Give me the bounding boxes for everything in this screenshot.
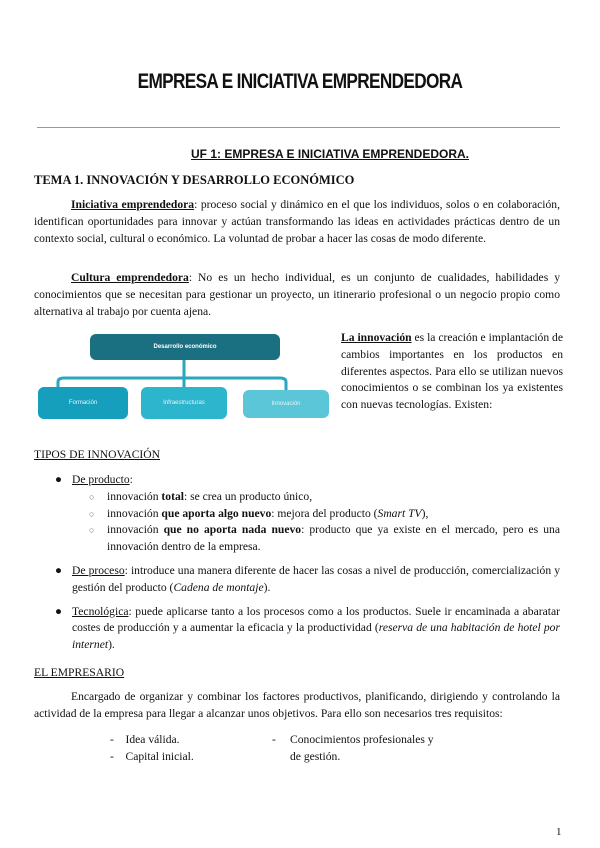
paragraph-iniciativa bbox=[34, 197, 560, 247]
t: : producto que ya existe en el mercado, pero es una innovación dentro de la empresa. bbox=[107, 523, 560, 554]
t: Idea válida. bbox=[125, 733, 180, 746]
bullet-icon: ● bbox=[55, 563, 63, 577]
t: innovación bbox=[107, 489, 162, 503]
t: : se crea un producto único, bbox=[183, 489, 313, 503]
definition-text: : No es un hecho individual, es un conjunto de cualidades, habilidades y conocimientos que se necesitan para gestionar un proyecto, un itinerario profesional o un negocio propio como alternativa al trabajo por cuenta ajena. bbox=[34, 271, 560, 318]
colon: : bbox=[129, 473, 133, 486]
requisito-item: - Conocimientos profesionales y de gestión. bbox=[272, 732, 442, 766]
t: reserva de una habitación de hotel por internet bbox=[72, 621, 560, 652]
diagram-node-infraestructuras: Infraestructuras bbox=[141, 387, 227, 419]
document-title: EMPRESA E INICIATIVA EMPRENDEDORA bbox=[137, 70, 463, 93]
t: Capital inicial. bbox=[125, 750, 194, 763]
paragraph-empresario: Encargado de organizar y combinar los factores productivos, planificando, dirigiendo y controlando la actividad de la empresa para llegar a alcanzar unos objetivos. Para ello son necesarios tres requisitos: bbox=[34, 690, 560, 720]
t: ). bbox=[263, 580, 271, 594]
diagram-desarrollo-economico bbox=[38, 332, 330, 420]
list-item-tecnologica bbox=[55, 604, 560, 654]
diagram-node-innovacion: Innovación bbox=[243, 390, 329, 418]
t: innovación bbox=[107, 506, 162, 520]
circle-bullet-icon: ○ bbox=[89, 508, 95, 519]
t: : introduce una manera diferente de hacer las cosas a nivel de producción, comercialización y gestión del producto ( bbox=[72, 563, 560, 594]
bullet-icon: ● bbox=[55, 604, 63, 618]
term-innovacion: La innovación bbox=[341, 331, 412, 344]
diagram-node-formacion: Formación bbox=[38, 387, 128, 419]
t: : mejora del producto ( bbox=[271, 506, 378, 520]
circle-bullet-icon: ○ bbox=[89, 525, 95, 536]
definition-text: es la creación e implantación de cambios importantes en los productos en diferentes aspectos. Para ello se utilizan nuevos conocimientos o se combinan los ya existentes con nuevas tecnologías. Existen: bbox=[341, 331, 563, 412]
paragraph-cultura bbox=[34, 270, 560, 320]
item-label: Tecnológica bbox=[72, 604, 129, 618]
t: Smart TV bbox=[377, 506, 422, 520]
t: innovación bbox=[107, 523, 164, 537]
requisito-item: - Capital inicial. bbox=[110, 750, 194, 763]
t: Cadena de montaje bbox=[173, 580, 264, 594]
sublist-item bbox=[89, 489, 560, 506]
definition-text: : proceso social y dinámico en el que los individuos, solos o en colaboración, identifican oportunidades para innovar y actúan transformando las ideas en actividades prácticas dentro de un contexto social, cultural o económico. La voluntad de probar a hacer las cosas de modo diferente. bbox=[34, 198, 560, 245]
circle-bullet-icon: ○ bbox=[89, 491, 95, 502]
divider bbox=[37, 127, 560, 128]
t: que aporta algo nuevo bbox=[161, 506, 272, 520]
t: que no aporta nada nuevo bbox=[163, 523, 302, 537]
empresario-heading: EL EMPRESARIO bbox=[34, 666, 125, 679]
list-item-proceso bbox=[55, 563, 560, 597]
t: ). bbox=[108, 638, 115, 652]
tipos-heading: TIPOS DE INNOVACIÓN bbox=[34, 448, 161, 461]
producto-sublist bbox=[89, 489, 560, 556]
bullet-icon: ● bbox=[55, 473, 63, 486]
paragraph-innovacion bbox=[341, 330, 563, 414]
t: ), bbox=[421, 506, 429, 520]
sublist-item bbox=[89, 506, 560, 523]
item-label: De producto bbox=[72, 473, 130, 486]
t: : puede aplicarse tanto a los procesos como a los productos. Suele ir encaminada a abaratar costes de producción y a aumentar la eficacia y la productividad ( bbox=[72, 604, 560, 635]
tipos-list bbox=[55, 472, 560, 654]
t: total bbox=[161, 489, 184, 503]
term-iniciativa: Iniciativa emprendedora bbox=[71, 198, 195, 211]
topic-heading: TEMA 1. INNOVACIÓN Y DESARROLLO ECONÓMICO bbox=[34, 173, 355, 187]
requisito-item: - Idea válida. bbox=[110, 733, 180, 746]
term-cultura: Cultura emprendedora bbox=[71, 271, 189, 284]
item-label: De proceso bbox=[72, 563, 125, 577]
page-number: 1 bbox=[556, 826, 562, 838]
t: Conocimientos profesionales y de gestión. bbox=[290, 733, 434, 763]
diagram-root-node: Desarrollo económico bbox=[90, 334, 280, 360]
unit-heading: UF 1: EMPRESA E INICIATIVA EMPRENDEDORA. bbox=[190, 147, 470, 161]
list-item-producto bbox=[55, 472, 560, 489]
sublist-item bbox=[89, 522, 560, 556]
